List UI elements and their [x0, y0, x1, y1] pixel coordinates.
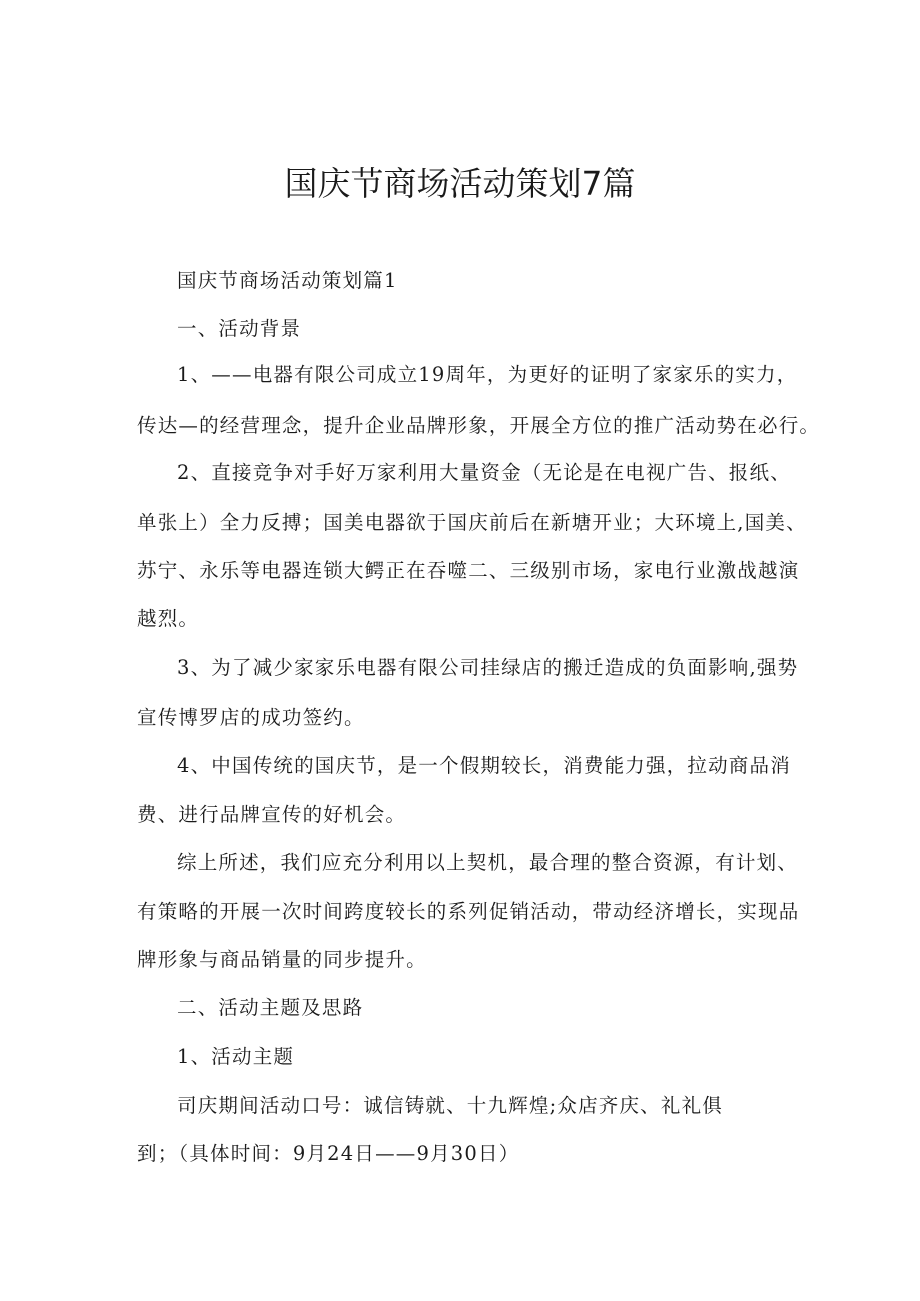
paragraph-line: 4、中国传统的国庆节，是一个假期较长，消费能力强，拉动商品消 — [177, 754, 791, 777]
paragraph-line: 1、——电器有限公司成立19周年，为更好的证明了家家乐的实力， — [177, 363, 798, 386]
paragraph-line: 2、直接竞争对手好万家利用大量资金（无论是在电视广告、报纸、 — [177, 461, 791, 484]
paragraph-line: 宣传博罗店的成功签约。 — [137, 706, 365, 729]
paragraph-line: 司庆期间活动口号：诚信铸就、十九辉煌;众店齐庆、礼礼俱 — [177, 1094, 723, 1117]
section-heading-part1: 国庆节商场活动策划篇1 — [177, 269, 398, 292]
paragraph-line: 单张上）全力反搏；国美电器欲于国庆前后在新塘开业；大环境上,国美、 — [137, 511, 807, 534]
section-heading-theme: 二、活动主题及思路 — [177, 996, 364, 1019]
paragraph-line: 有策略的开展一次时间跨度较长的系列促销活动，带动经济增长，实现品 — [137, 900, 800, 923]
section-heading-background: 一、活动背景 — [177, 317, 302, 340]
paragraph-line: 综上所述，我们应充分利用以上契机，最合理的整合资源，有计划、 — [177, 851, 799, 874]
paragraph-line: 牌形象与商品销量的同步提升。 — [137, 948, 427, 971]
paragraph-line: 费、进行品牌宣传的好机会。 — [137, 803, 407, 826]
document-title: 国庆节商场活动策划7篇 — [284, 164, 636, 203]
paragraph-line: 3、为了减少家家乐电器有限公司挂绿店的搬迁造成的负面影响,强势 — [177, 656, 799, 679]
paragraph-line: 苏宁、永乐等电器连锁大鳄正在吞噬二、三级别市场，家电行业激战越演 — [137, 559, 800, 582]
paragraph-line: 传达—的经营理念，提升企业品牌形象，开展全方位的推广活动势在必行。 — [137, 414, 821, 437]
subsection-heading: 1、活动主题 — [177, 1045, 295, 1068]
paragraph-line: 越烈。 — [137, 607, 200, 630]
paragraph-line: 到；（具体时间：9月24日——9月30日） — [137, 1142, 520, 1165]
